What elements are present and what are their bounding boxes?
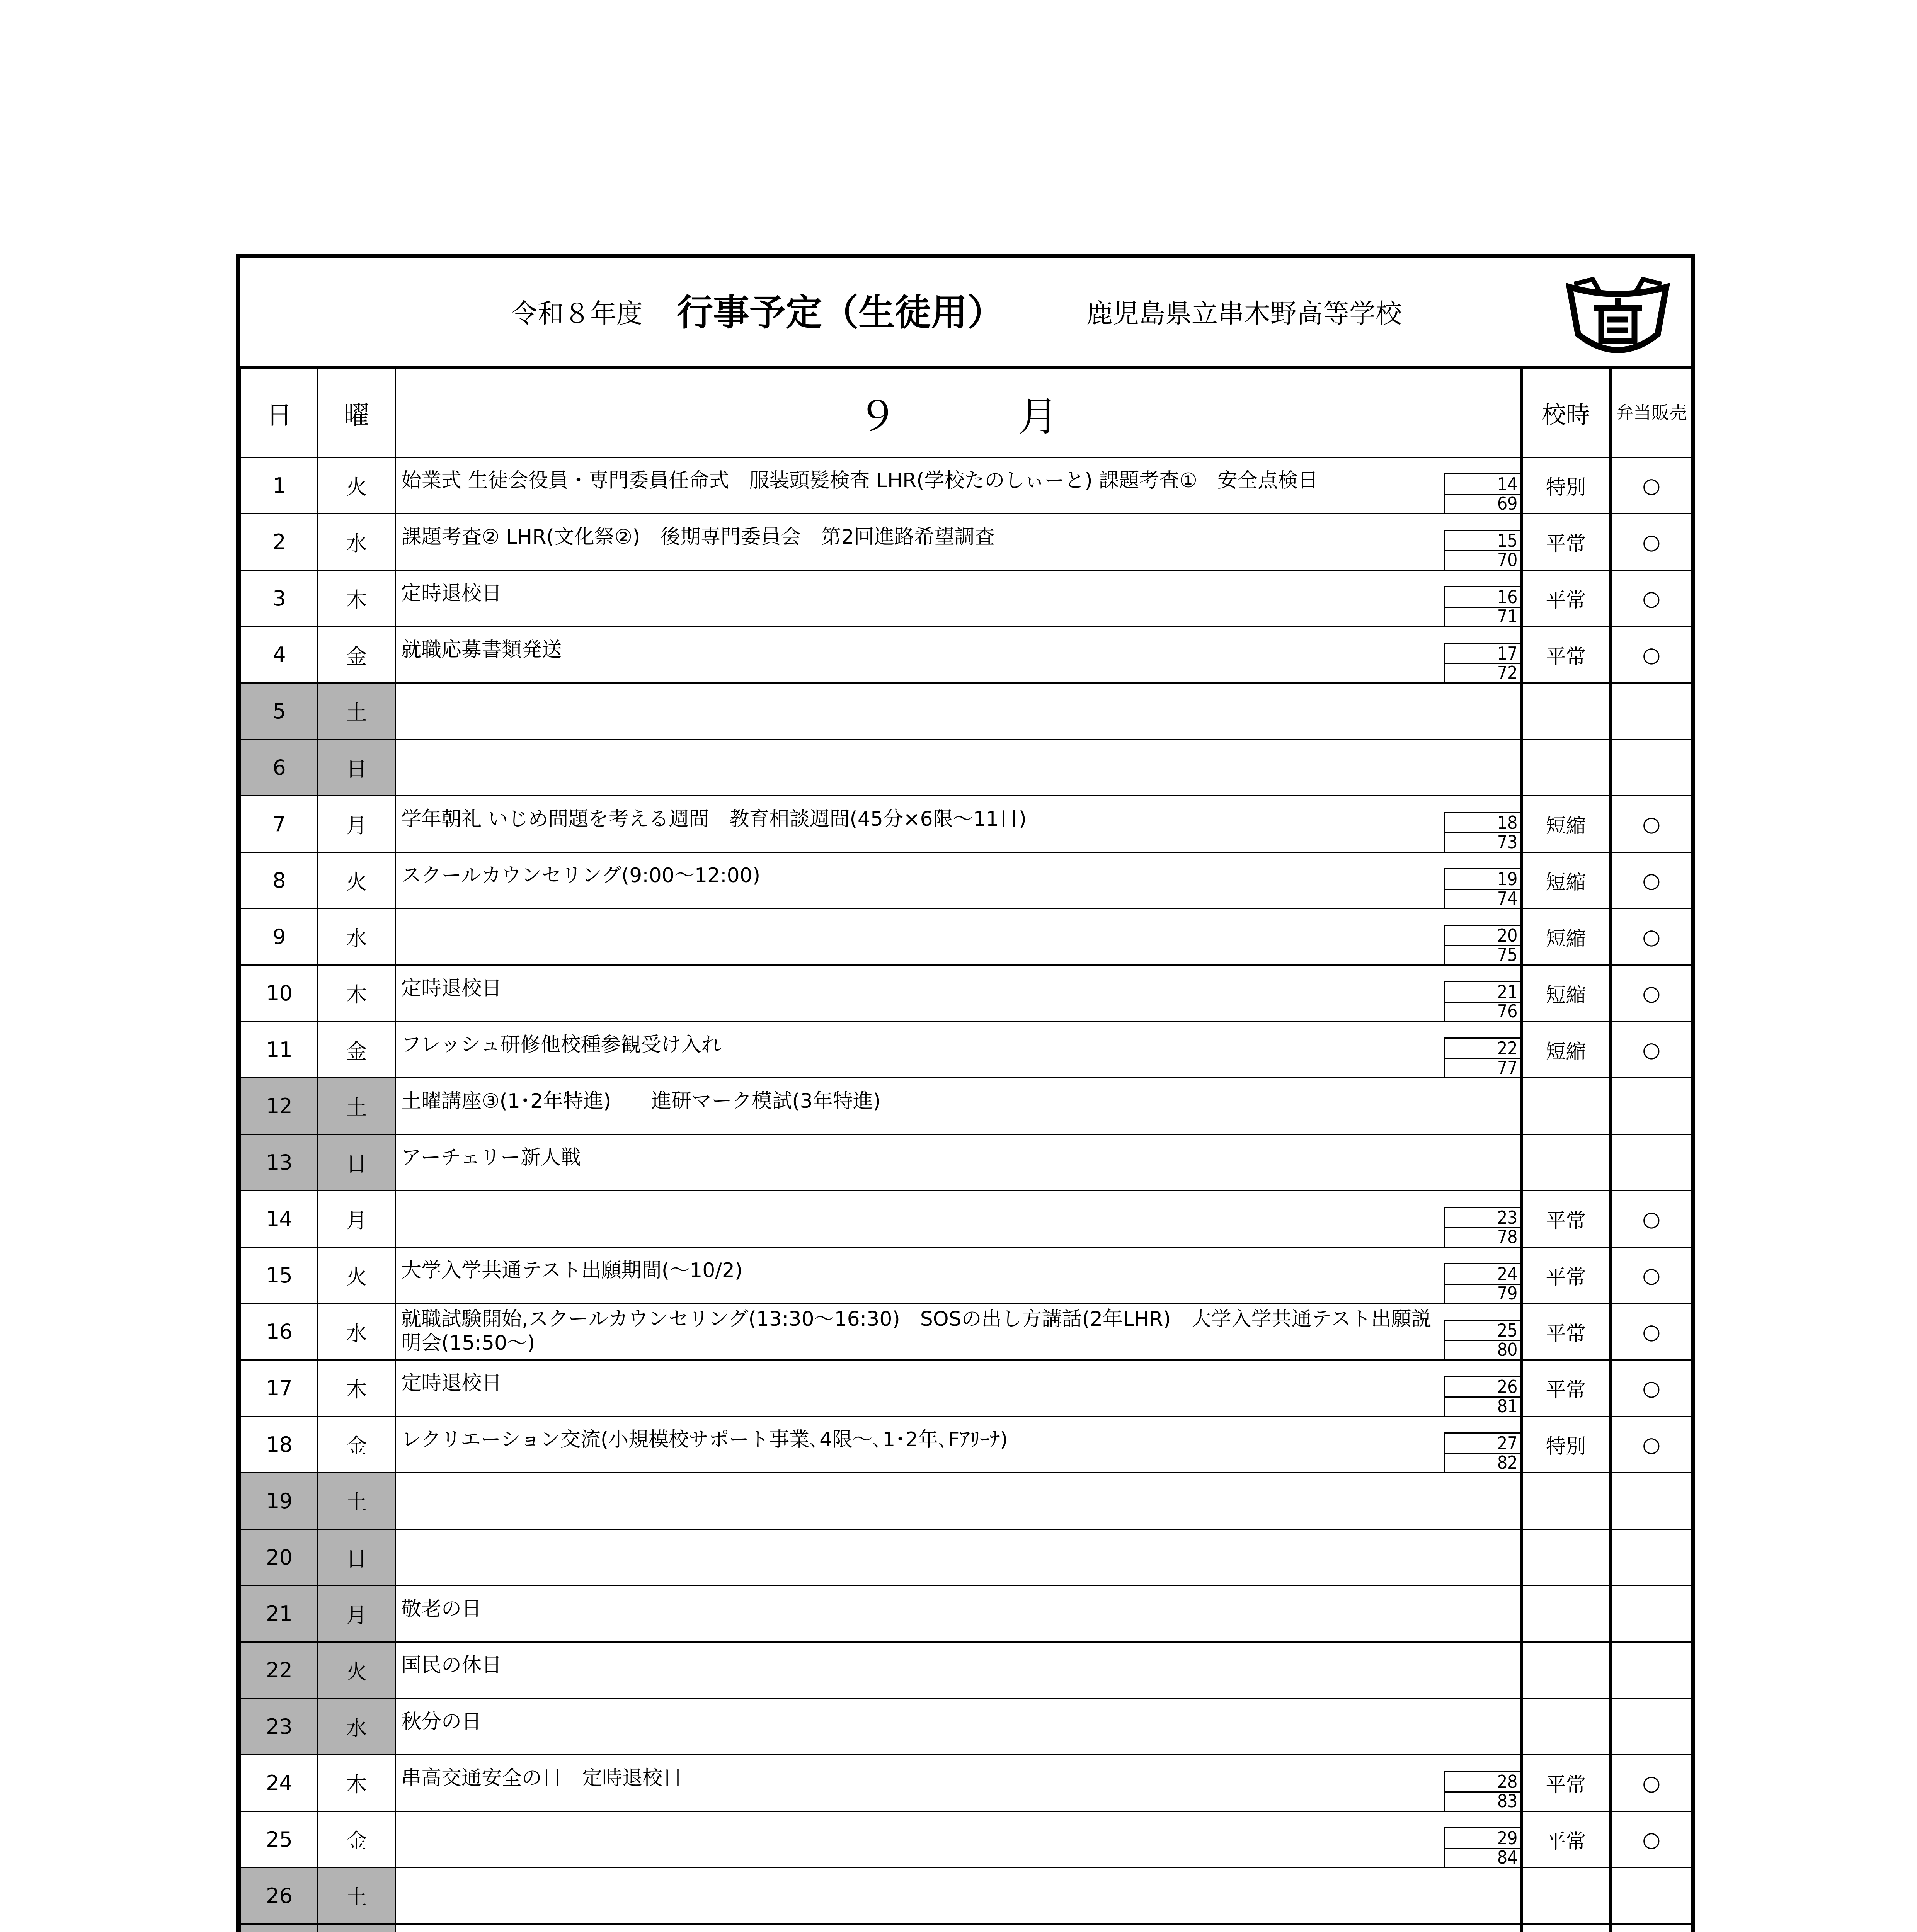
weekday: 水 <box>318 1304 395 1360</box>
schedule-frame <box>236 254 1695 1932</box>
term-class-days: 27 <box>1497 1433 1518 1454</box>
term-class-days: 16 <box>1497 587 1518 607</box>
event-cell <box>395 1022 1522 1078</box>
table-row <box>241 514 1692 570</box>
table-row <box>241 1360 1692 1417</box>
period-type <box>1522 1868 1611 1924</box>
term-class-days: 24 <box>1497 1264 1518 1284</box>
event-cell <box>395 740 1522 796</box>
fiscal-year-label: 令和８年度 <box>511 299 643 329</box>
year-class-days: 73 <box>1497 832 1518 852</box>
day-number: 26 <box>241 1868 318 1924</box>
day-number: 4 <box>241 627 318 683</box>
table-header-row <box>241 369 1692 457</box>
weekday: 土 <box>318 683 395 740</box>
class-day-counter <box>1444 1376 1520 1417</box>
lunch-sale-mark: ○ <box>1611 1811 1692 1868</box>
table-row <box>241 457 1692 514</box>
weekday: 木 <box>318 1360 395 1417</box>
lunch-sale-mark: ○ <box>1611 457 1692 514</box>
term-class-days: 22 <box>1497 1038 1518 1059</box>
day-number: 1 <box>241 457 318 514</box>
class-day-counter <box>1444 868 1520 909</box>
table-row <box>241 1417 1692 1473</box>
event-cell <box>395 909 1522 965</box>
period-type: 短縮 <box>1522 1022 1611 1078</box>
table-row <box>241 740 1692 796</box>
day-number <box>241 1924 318 1932</box>
lunch-sale-mark: ○ <box>1611 1304 1692 1360</box>
lunch-sale-mark: ○ <box>1611 852 1692 909</box>
lunch-sale-mark <box>1611 1924 1692 1932</box>
table-row <box>241 1247 1692 1304</box>
term-class-days: 29 <box>1497 1828 1518 1849</box>
event-text: アーチェリー新人戦 <box>401 1146 581 1169</box>
period-type: 平常 <box>1522 570 1611 627</box>
class-day-counter <box>1444 925 1520 966</box>
lunch-sale-mark <box>1611 1529 1692 1586</box>
period-type <box>1522 1699 1611 1755</box>
weekday: 火 <box>318 1642 395 1699</box>
term-class-days: 21 <box>1497 981 1518 1002</box>
weekday: 木 <box>318 570 395 627</box>
event-cell <box>395 457 1522 514</box>
header-period: 校時 <box>1522 369 1611 457</box>
period-type <box>1522 1529 1611 1586</box>
table-row <box>241 1642 1692 1699</box>
header-weekday: 曜 <box>318 369 395 457</box>
period-type <box>1522 1134 1611 1191</box>
event-cell <box>395 1304 1522 1360</box>
event-cell <box>395 1078 1522 1134</box>
class-day-counter <box>1444 473 1520 514</box>
period-type: 短縮 <box>1522 909 1611 965</box>
day-number: 21 <box>241 1586 318 1642</box>
year-class-days: 70 <box>1497 549 1518 570</box>
term-class-days: 17 <box>1497 643 1518 664</box>
class-day-counter <box>1444 530 1520 571</box>
term-class-days: 18 <box>1497 812 1518 833</box>
day-number: 11 <box>241 1022 318 1078</box>
event-text: 就職試験開始,スクールカウンセリング(13:30～16:30) SOSの出し方講話(2年LHR) 大学入学共通テスト出願説明会(15:50～) <box>401 1308 1432 1355</box>
title-bar <box>240 258 1691 368</box>
period-type <box>1522 740 1611 796</box>
period-type: 特別 <box>1522 457 1611 514</box>
event-text: 土曜講座③(1･2年特進) 進研マーク模試(3年特進) <box>401 1090 881 1113</box>
lunch-sale-mark: ○ <box>1611 796 1692 852</box>
event-text: 定時退校日 <box>401 582 502 605</box>
period-type: 平常 <box>1522 1247 1611 1304</box>
lunch-sale-mark <box>1611 1642 1692 1699</box>
weekday: 土 <box>318 1868 395 1924</box>
table-row <box>241 1868 1692 1924</box>
lunch-sale-mark <box>1611 683 1692 740</box>
event-cell <box>395 1586 1522 1642</box>
event-cell <box>395 796 1522 852</box>
event-text: スクールカウンセリング(9:00～12:00) <box>401 864 761 887</box>
event-cell <box>395 1247 1522 1304</box>
lunch-sale-mark <box>1611 1078 1692 1134</box>
event-text: 始業式 生徒会役員・専門委員任命式 服装頭髪検査 LHR(学校たのしぃーと) 課題考査① 安全点検日 <box>401 469 1318 492</box>
event-text: 秋分の日 <box>401 1710 482 1733</box>
table-row <box>241 1529 1692 1586</box>
table-row <box>241 627 1692 683</box>
class-day-counter <box>1444 1432 1520 1473</box>
event-cell <box>395 1417 1522 1473</box>
event-cell <box>395 965 1522 1022</box>
table-row <box>241 1924 1692 1932</box>
term-class-days: 15 <box>1497 530 1518 551</box>
weekday: 土 <box>318 1078 395 1134</box>
day-number: 5 <box>241 683 318 740</box>
table-row <box>241 796 1692 852</box>
year-class-days: 79 <box>1497 1283 1518 1304</box>
day-number: 6 <box>241 740 318 796</box>
period-type <box>1522 1642 1611 1699</box>
weekday: 火 <box>318 852 395 909</box>
event-cell <box>395 1360 1522 1417</box>
event-text: 定時退校日 <box>401 1372 502 1395</box>
event-cell <box>395 1473 1522 1529</box>
event-cell <box>395 1529 1522 1586</box>
weekday: 水 <box>318 1699 395 1755</box>
table-row <box>241 683 1692 740</box>
lunch-sale-mark: ○ <box>1611 1022 1692 1078</box>
event-text: 敬老の日 <box>401 1597 482 1621</box>
year-class-days: 84 <box>1497 1847 1518 1868</box>
period-type <box>1522 1078 1611 1134</box>
term-class-days: 26 <box>1497 1376 1518 1397</box>
lunch-sale-mark: ○ <box>1611 965 1692 1022</box>
event-text: 大学入学共通テスト出願期間(～10/2) <box>401 1259 743 1282</box>
table-row <box>241 965 1692 1022</box>
period-type: 短縮 <box>1522 965 1611 1022</box>
period-type: 平常 <box>1522 514 1611 570</box>
day-number: 2 <box>241 514 318 570</box>
period-type <box>1522 1924 1611 1932</box>
lunch-sale-mark: ○ <box>1611 1417 1692 1473</box>
period-type: 平常 <box>1522 1304 1611 1360</box>
day-number: 18 <box>241 1417 318 1473</box>
year-class-days: 82 <box>1497 1452 1518 1473</box>
weekday: 火 <box>318 457 395 514</box>
day-number: 15 <box>241 1247 318 1304</box>
class-day-counter <box>1444 981 1520 1022</box>
day-number: 19 <box>241 1473 318 1529</box>
table-row <box>241 852 1692 909</box>
table-row <box>241 1755 1692 1811</box>
header-date: 日 <box>241 369 318 457</box>
event-text: レクリエーション交流(小規模校サポート事業､4限～､1･2年､Fｱﾘｰﾅ) <box>401 1428 1008 1451</box>
period-type: 平常 <box>1522 1811 1611 1868</box>
event-cell <box>395 514 1522 570</box>
event-text: 学年朝礼 いじめ問題を考える週間 教育相談週間(45分×6限～11日) <box>401 808 1027 831</box>
term-class-days: 25 <box>1497 1320 1518 1341</box>
weekday: 水 <box>318 909 395 965</box>
day-number: 7 <box>241 796 318 852</box>
class-day-counter <box>1444 1263 1520 1304</box>
table-row <box>241 1811 1692 1868</box>
class-day-counter <box>1444 1771 1520 1812</box>
day-number: 20 <box>241 1529 318 1586</box>
day-number: 25 <box>241 1811 318 1868</box>
weekday: 月 <box>318 796 395 852</box>
weekday: 金 <box>318 1811 395 1868</box>
term-class-days: 20 <box>1497 925 1518 946</box>
day-number: 8 <box>241 852 318 909</box>
event-cell <box>395 1699 1522 1755</box>
school-crest-icon <box>1566 276 1670 357</box>
event-cell <box>395 1924 1522 1932</box>
year-class-days: 78 <box>1497 1226 1518 1247</box>
event-cell <box>395 683 1522 740</box>
day-number: 23 <box>241 1699 318 1755</box>
event-text: 課題考査② LHR(文化祭②) 後期専門委員会 第2回進路希望調査 <box>401 526 995 549</box>
header-lunch-sale: 弁当販売 <box>1611 369 1692 457</box>
lunch-sale-mark <box>1611 1699 1692 1755</box>
weekday: 金 <box>318 1022 395 1078</box>
table-row <box>241 1586 1692 1642</box>
day-number: 10 <box>241 965 318 1022</box>
period-type: 短縮 <box>1522 796 1611 852</box>
term-class-days: 23 <box>1497 1207 1518 1228</box>
schedule-table <box>240 368 1692 1932</box>
day-number: 22 <box>241 1642 318 1699</box>
table-row <box>241 1134 1692 1191</box>
year-class-days: 71 <box>1497 606 1518 627</box>
lunch-sale-mark <box>1611 1868 1692 1924</box>
day-number: 16 <box>241 1304 318 1360</box>
class-day-counter <box>1444 1037 1520 1078</box>
class-day-counter <box>1444 1827 1520 1868</box>
weekday: 土 <box>318 1473 395 1529</box>
class-day-counter <box>1444 812 1520 853</box>
header-month: ９ 月 <box>395 369 1522 457</box>
event-cell <box>395 1868 1522 1924</box>
class-day-counter <box>1444 586 1520 627</box>
table-row <box>241 1473 1692 1529</box>
school-name: 鹿児島県立串木野高等学校 <box>1086 299 1402 329</box>
weekday: 金 <box>318 1417 395 1473</box>
weekday: 月 <box>318 1586 395 1642</box>
year-class-days: 74 <box>1497 888 1518 909</box>
lunch-sale-mark <box>1611 1134 1692 1191</box>
day-number: 12 <box>241 1078 318 1134</box>
day-number: 17 <box>241 1360 318 1417</box>
event-text: フレッシュ研修他校種参観受け入れ <box>401 1033 722 1056</box>
lunch-sale-mark: ○ <box>1611 627 1692 683</box>
table-row <box>241 909 1692 965</box>
event-text: 定時退校日 <box>401 977 502 1000</box>
term-class-days: 28 <box>1497 1771 1518 1792</box>
table-row <box>241 1699 1692 1755</box>
term-class-days: 14 <box>1497 474 1518 495</box>
event-cell <box>395 852 1522 909</box>
day-number: 9 <box>241 909 318 965</box>
year-class-days: 77 <box>1497 1057 1518 1078</box>
weekday: 金 <box>318 627 395 683</box>
lunch-sale-mark: ○ <box>1611 909 1692 965</box>
weekday: 月 <box>318 1191 395 1247</box>
period-type: 平常 <box>1522 1755 1611 1811</box>
year-class-days: 76 <box>1497 1001 1518 1022</box>
lunch-sale-mark <box>1611 1586 1692 1642</box>
period-type <box>1522 1586 1611 1642</box>
lunch-sale-mark: ○ <box>1611 1247 1692 1304</box>
lunch-sale-mark: ○ <box>1611 514 1692 570</box>
lunch-sale-mark: ○ <box>1611 1191 1692 1247</box>
lunch-sale-mark: ○ <box>1611 1755 1692 1811</box>
year-class-days: 72 <box>1497 662 1518 683</box>
event-cell <box>395 627 1522 683</box>
year-class-days: 75 <box>1497 944 1518 965</box>
class-day-counter <box>1444 1320 1520 1361</box>
weekday: 日 <box>318 1529 395 1586</box>
weekday <box>318 1924 395 1932</box>
table-row <box>241 1022 1692 1078</box>
year-class-days: 81 <box>1497 1396 1518 1417</box>
period-type: 平常 <box>1522 1191 1611 1247</box>
lunch-sale-mark <box>1611 740 1692 796</box>
event-cell <box>395 1134 1522 1191</box>
table-row <box>241 570 1692 627</box>
year-class-days: 69 <box>1497 493 1518 514</box>
period-type: 特別 <box>1522 1417 1611 1473</box>
event-cell <box>395 1191 1522 1247</box>
day-number: 24 <box>241 1755 318 1811</box>
weekday: 木 <box>318 965 395 1022</box>
event-cell <box>395 1755 1522 1811</box>
day-number: 3 <box>241 570 318 627</box>
lunch-sale-mark: ○ <box>1611 570 1692 627</box>
weekday: 木 <box>318 1755 395 1811</box>
event-text: 串高交通安全の日 定時退校日 <box>401 1767 683 1790</box>
lunch-sale-mark: ○ <box>1611 1360 1692 1417</box>
weekday: 日 <box>318 1134 395 1191</box>
weekday: 日 <box>318 740 395 796</box>
page-title: 行事予定（生徒用） <box>677 292 1004 334</box>
term-class-days: 19 <box>1497 869 1518 889</box>
class-day-counter <box>1444 643 1520 684</box>
table-row <box>241 1191 1692 1247</box>
event-cell <box>395 1811 1522 1868</box>
lunch-sale-mark <box>1611 1473 1692 1529</box>
event-cell <box>395 1642 1522 1699</box>
period-type <box>1522 1473 1611 1529</box>
event-text: 就職応募書類発送 <box>401 638 562 662</box>
class-day-counter <box>1444 1207 1520 1248</box>
weekday: 火 <box>318 1247 395 1304</box>
weekday: 水 <box>318 514 395 570</box>
period-type <box>1522 683 1611 740</box>
table-row <box>241 1078 1692 1134</box>
table-row <box>241 1304 1692 1360</box>
year-class-days: 80 <box>1497 1339 1518 1360</box>
year-class-days: 83 <box>1497 1791 1518 1811</box>
day-number: 13 <box>241 1134 318 1191</box>
period-type: 平常 <box>1522 1360 1611 1417</box>
period-type: 短縮 <box>1522 852 1611 909</box>
event-text: 国民の休日 <box>401 1654 502 1677</box>
day-number: 14 <box>241 1191 318 1247</box>
event-cell <box>395 570 1522 627</box>
period-type: 平常 <box>1522 627 1611 683</box>
